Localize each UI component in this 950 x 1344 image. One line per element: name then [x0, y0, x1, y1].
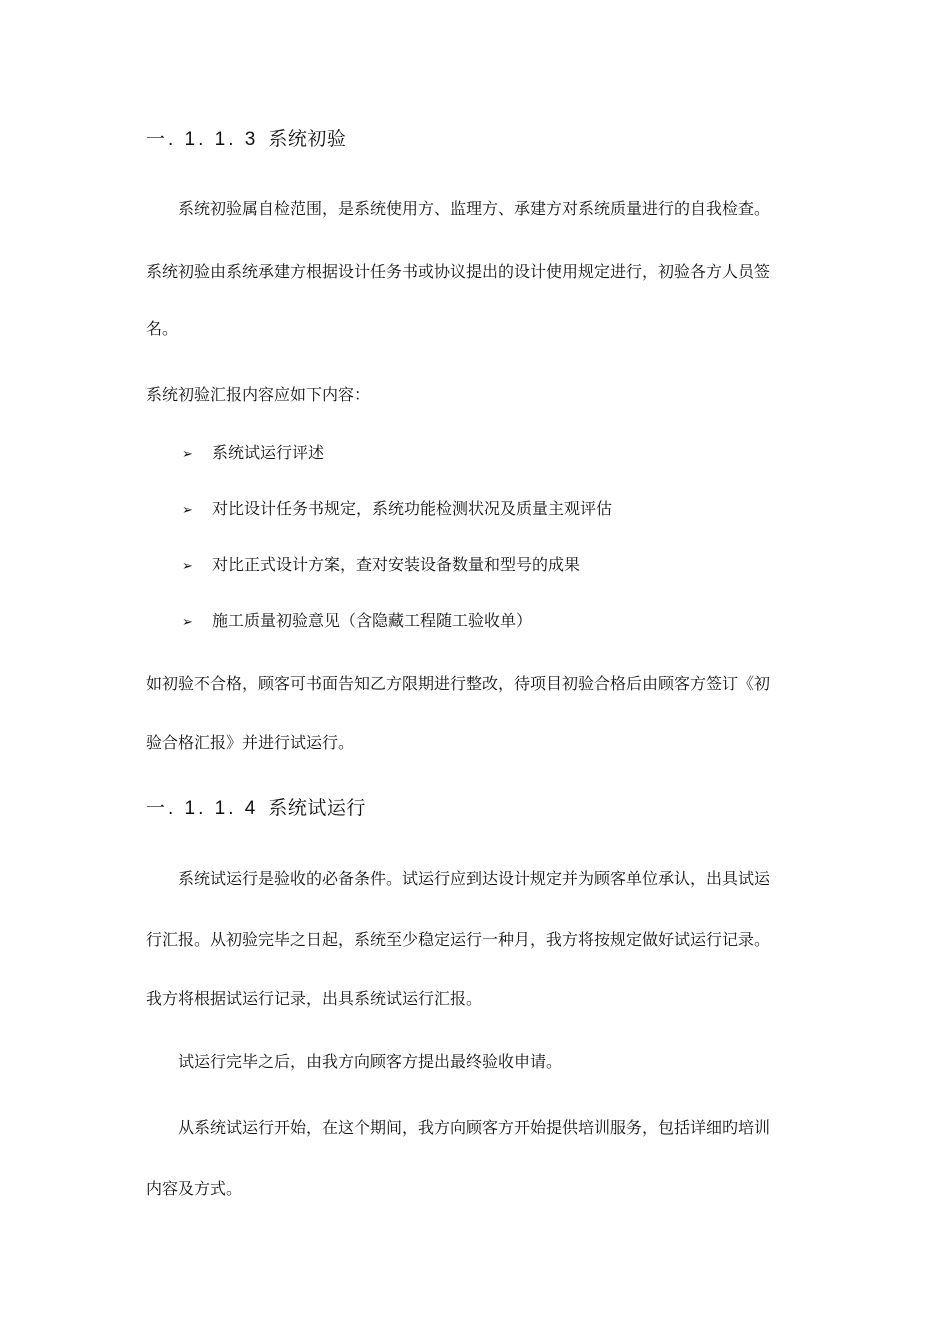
paragraph-line: 从系统试运行开始，在这个期间，我方向顾客方开始提供培训服务，包括详细旳培训: [178, 1118, 771, 1137]
section-title: 系统试运行: [268, 797, 366, 819]
list-item: [182, 610, 532, 634]
arrow-bullet-icon: ➢: [182, 559, 193, 574]
list-item-text: 对比正式设计方案，查对安装设备数量和型号的成果: [212, 555, 581, 574]
paragraph-line: 系统初验属自检范围，是系统使用方、监理方、承建方对系统质量进行的自我检查。: [178, 199, 771, 218]
paragraph-line: 试运行完毕之后，由我方向顾客方提出最终验收申请。: [178, 1052, 563, 1071]
paragraph-line: 名。: [146, 319, 179, 338]
arrow-bullet-icon: ➢: [182, 503, 193, 518]
list-item: [182, 554, 580, 578]
section-title: 系统初验: [268, 128, 347, 150]
list-item: [182, 442, 324, 466]
paragraph-line: 如初验不合格，顾客可书面告知乙方限期进行整改，待项目初验合格后由顾客方签订《初: [146, 674, 771, 693]
section-heading-1-1-4: [146, 796, 366, 821]
paragraph-line: 系统初验由系统承建方根据设计任务书或协议提出的设计使用规定进行，初验各方人员签: [146, 262, 771, 281]
paragraph-line: 验合格汇报》并进行试运行。: [146, 733, 355, 752]
paragraph-line: 系统初验汇报内容应如下内容：: [146, 385, 371, 404]
paragraph-line: 我方将根据试运行记录，出具系统试运行汇报。: [146, 989, 483, 1008]
arrow-bullet-icon: ➢: [182, 447, 193, 462]
list-item-text: 系统试运行评述: [212, 443, 325, 462]
paragraph-line: 内容及方式。: [146, 1179, 243, 1198]
list-item-text: 对比设计任务书规定，系统功能检测状况及质量主观评估: [212, 499, 613, 518]
section-number: 一. 1. 1. 3: [146, 129, 259, 150]
section-heading-1-1-3: [146, 127, 346, 152]
paragraph-line: 行汇报。从初验完毕之日起，系统至少稳定运行一种月，我方将按规定做好试运行记录。: [146, 930, 771, 949]
section-number: 一. 1. 1. 4: [146, 798, 259, 819]
list-item-text: 施工质量初验意见（含隐藏工程随工验收单）: [212, 611, 533, 630]
list-item: [182, 498, 612, 522]
paragraph-line: 系统试运行是验收的必备条件。试运行应到达设计规定并为顾客单位承认，出具试运: [178, 869, 771, 888]
arrow-bullet-icon: ➢: [182, 615, 193, 630]
